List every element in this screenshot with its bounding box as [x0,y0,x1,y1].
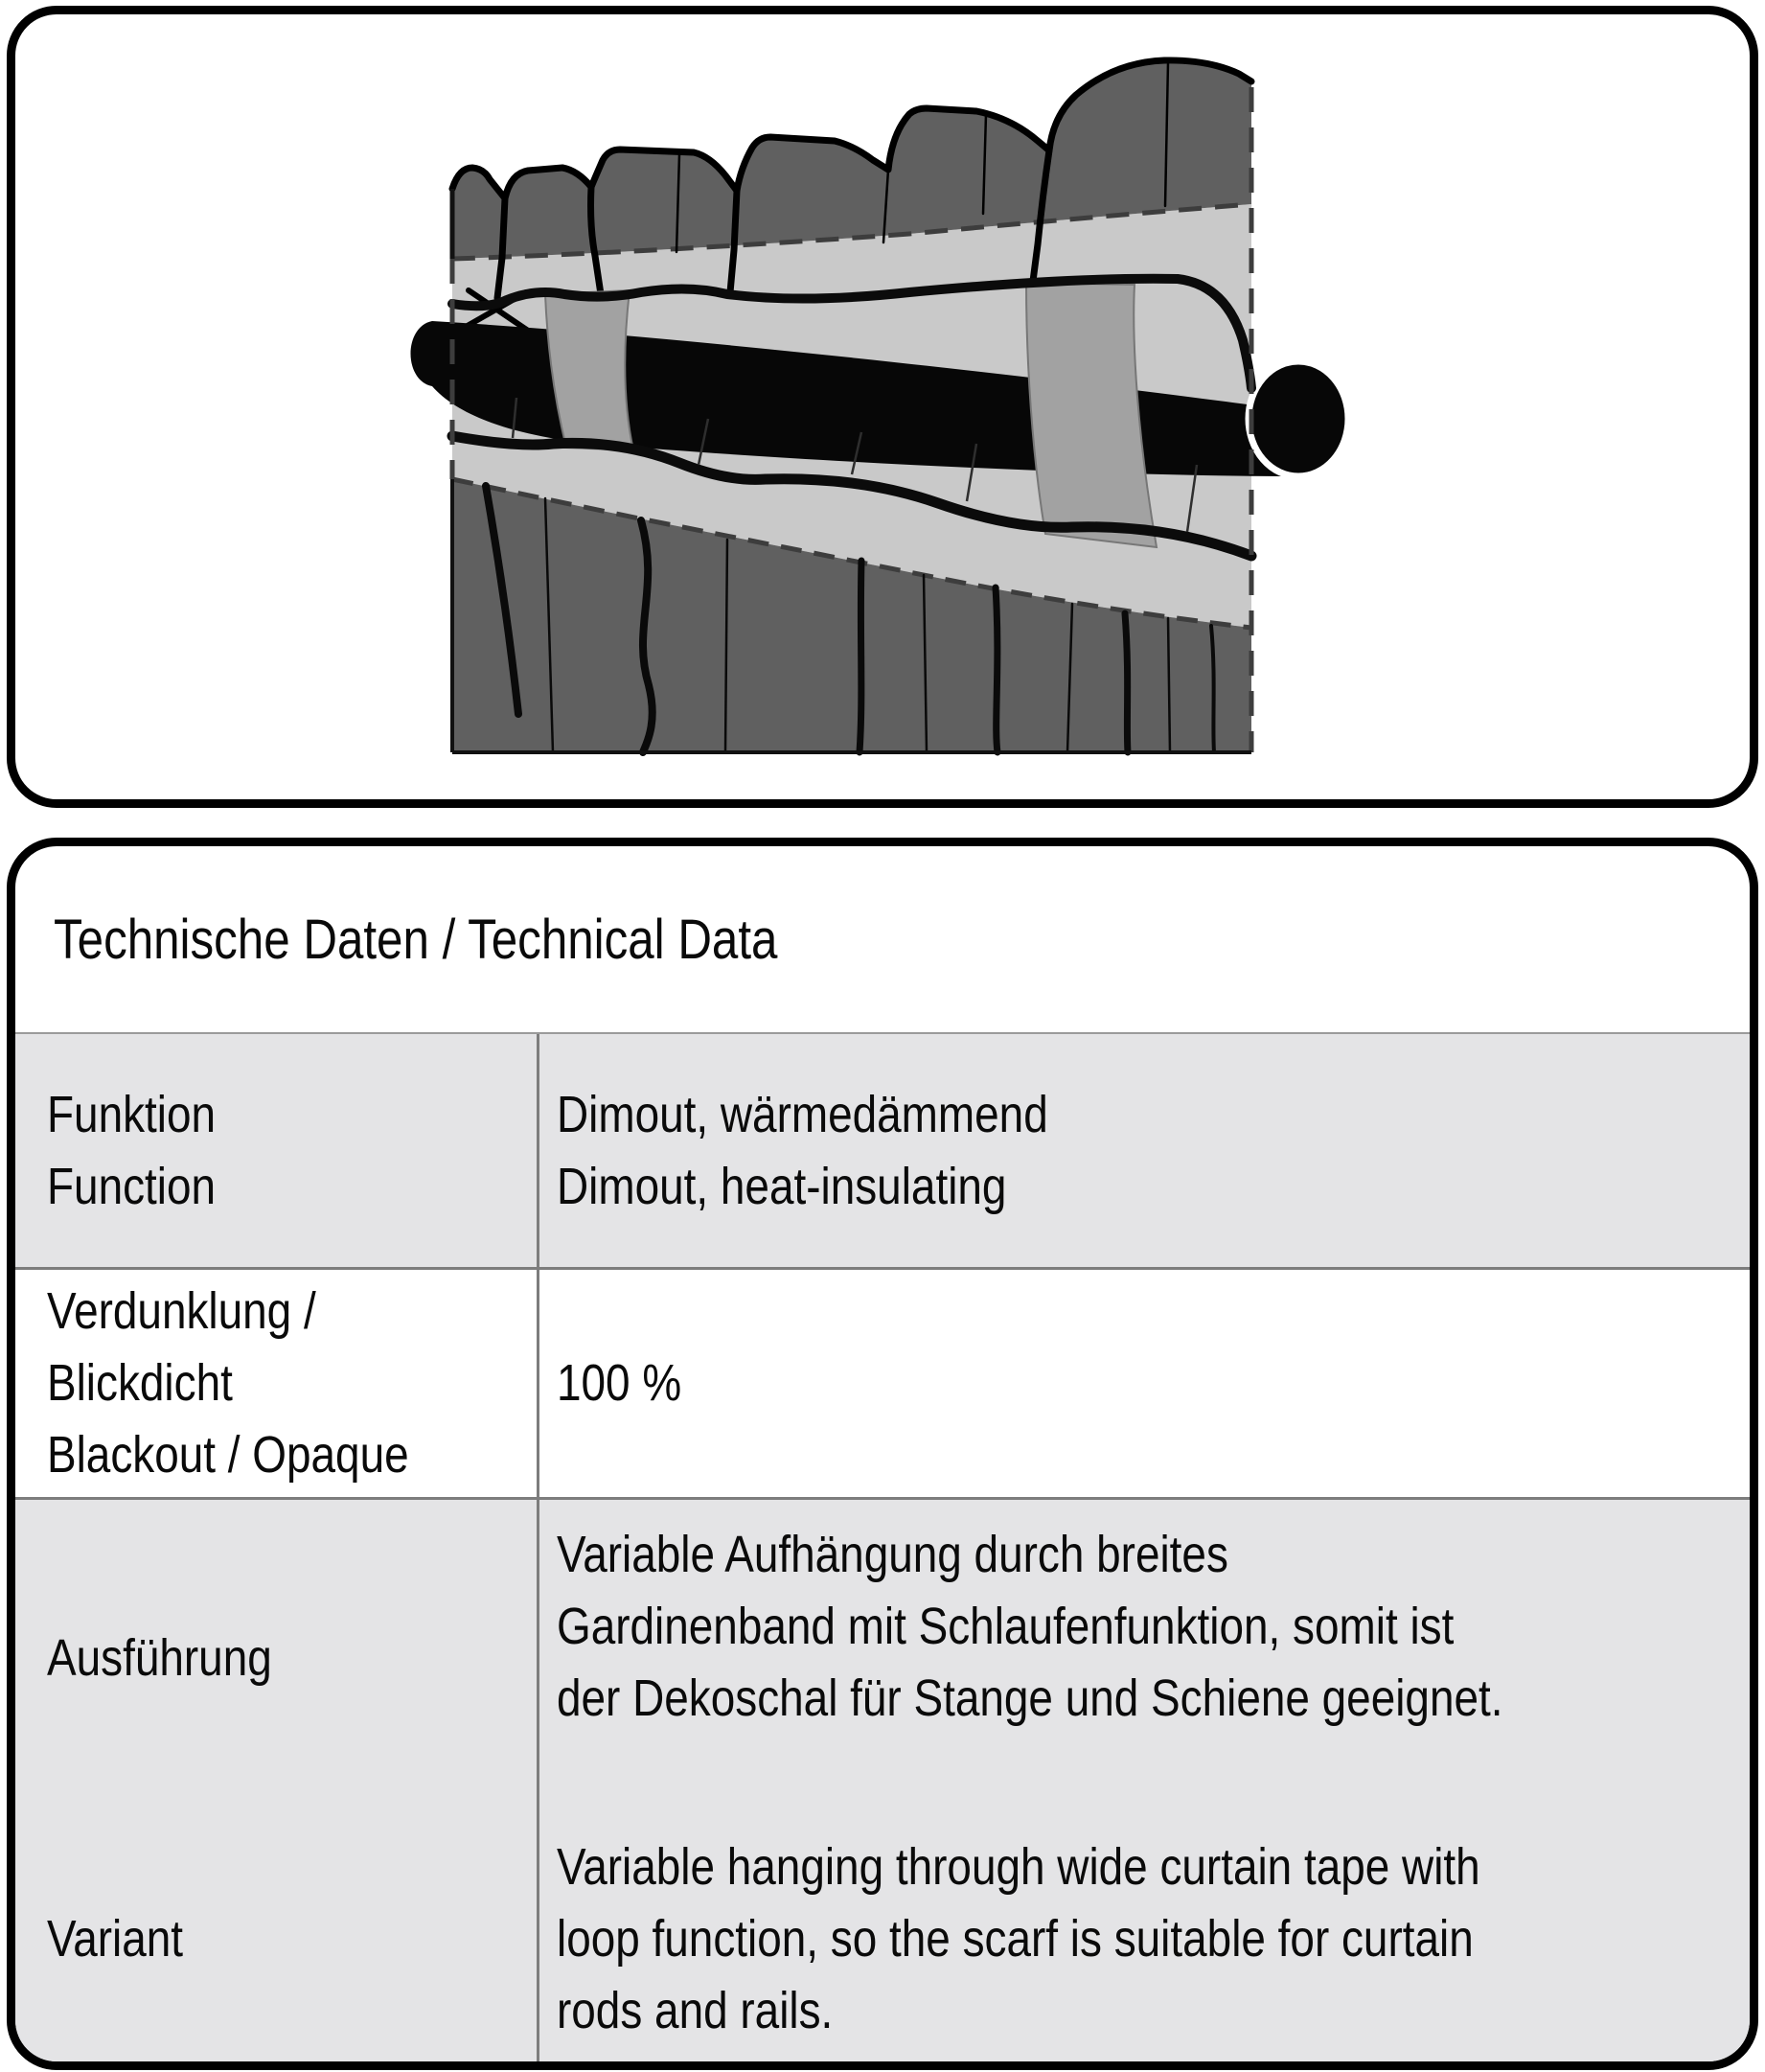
illustration-card [7,6,1758,808]
table-row-variant [15,1497,1750,2061]
rod-end-cap [1249,361,1348,476]
function-label-en: Function [47,1157,217,1215]
variant-value-en-line2: loop function, so the scarf is suitable for curtain [557,1909,1474,1968]
technical-data-title: Technische Daten / Technical Data [54,908,778,971]
variant-subrow-english [15,1816,1750,2061]
technical-data-card [7,838,1758,2070]
variant-label-cell-en [15,1816,537,2061]
function-value-en: Dimout, heat-insulating [557,1157,1007,1215]
blackout-label-cell [15,1270,537,1497]
variant-value-de-line3: der Dekoschal für Stange und Schiene geeignet. [557,1669,1503,1727]
blackout-label-line3: Blackout / Opaque [47,1426,409,1484]
blackout-value: 100 % [557,1354,682,1412]
blackout-value-cell [537,1270,1750,1497]
variant-value-cell-en [537,1816,1750,2061]
variant-label-cell-de [15,1500,537,1816]
function-label-de: Funktion [47,1085,217,1143]
function-label-cell [15,1034,537,1267]
variant-value-en-line3: rods and rails. [557,1981,834,2039]
variant-subrow-german [15,1500,1750,1816]
curtain-illustration-svg [401,53,1360,762]
variant-value-cell-de [537,1500,1750,1816]
blackout-label-line1: Verdunklung / [47,1282,316,1340]
curtain-rod-illustration [401,53,1360,762]
technical-data-table [15,1032,1750,2061]
variant-value-de-line2: Gardinenband mit Schlaufenfunktion, somit ist [557,1597,1455,1655]
variant-value-en-line1: Variable hanging through wide curtain tape with [557,1837,1480,1896]
table-row-function [15,1034,1750,1267]
variant-value-de-line1: Variable Aufhängung durch breites [557,1525,1228,1583]
function-value-cell [537,1034,1750,1267]
technical-data-header [15,846,1750,1032]
variant-label-en: Variant [47,1909,184,1968]
blackout-label-line2: Blickdicht [47,1354,233,1412]
variant-label-de: Ausführung [47,1628,272,1687]
table-row-blackout [15,1267,1750,1497]
function-value-de: Dimout, wärmedämmend [557,1085,1048,1143]
